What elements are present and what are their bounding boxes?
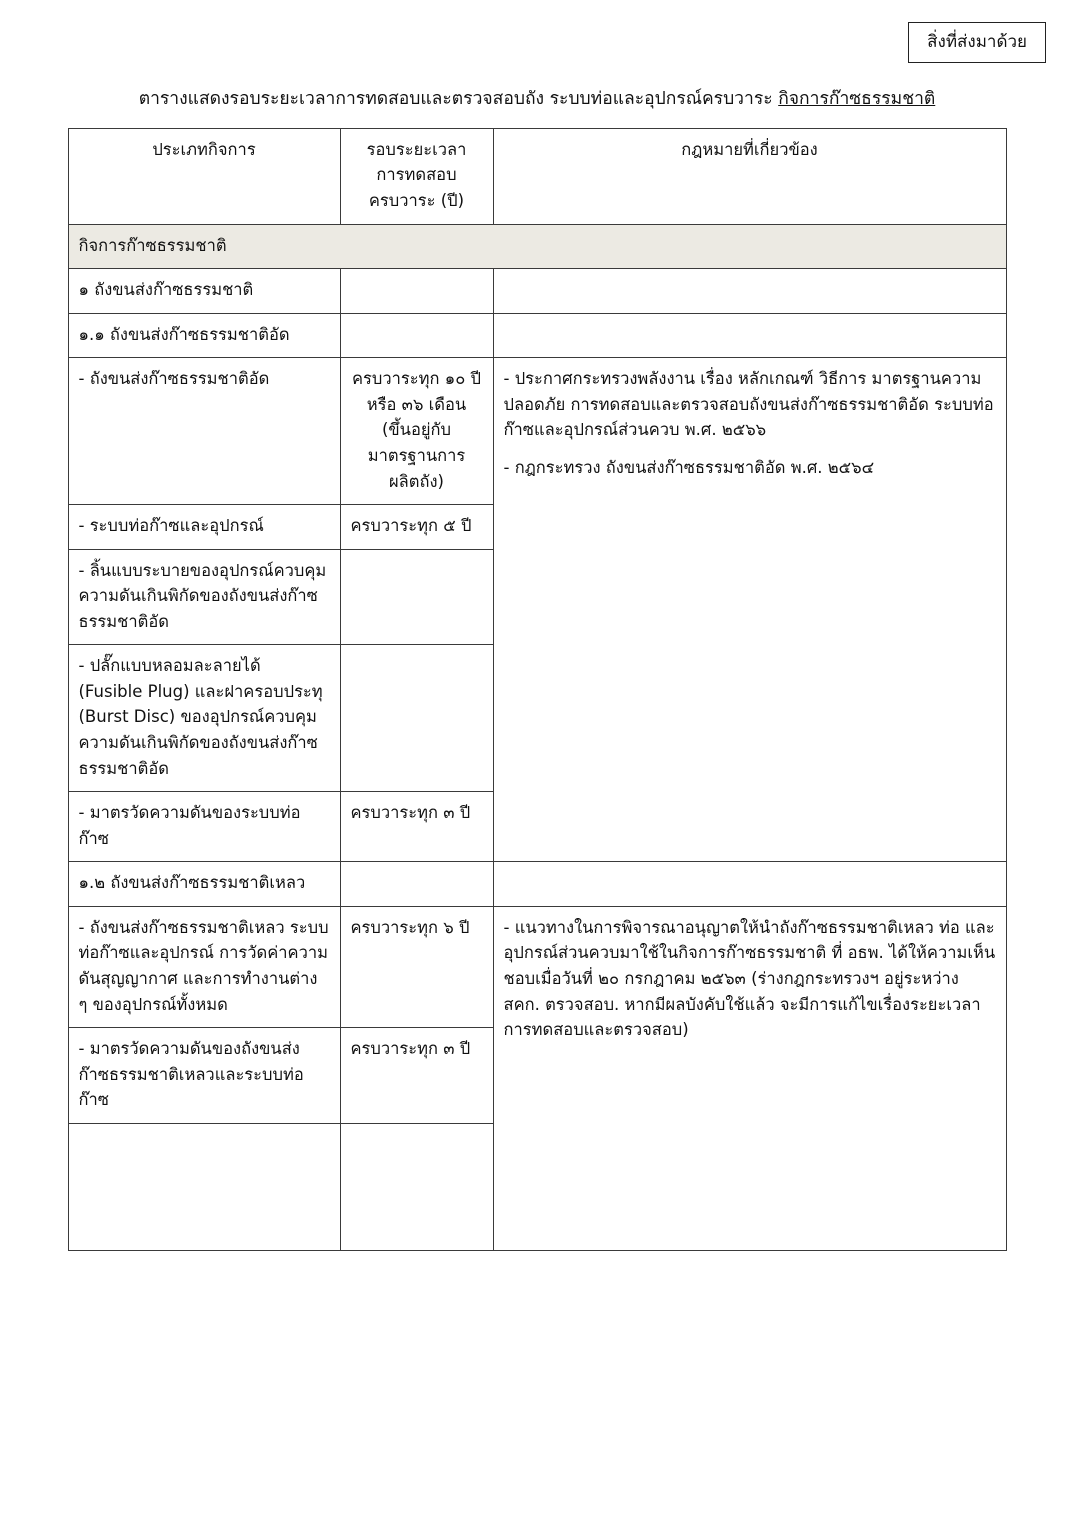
row-cycle <box>340 358 493 505</box>
table-row <box>68 862 1006 907</box>
page-title-underlined: กิจการก๊าซธรรมชาติ <box>778 89 936 110</box>
attachment-label: สิ่งที่ส่งมาด้วย <box>908 22 1046 63</box>
column-header-test-cycle-line1: รอบระยะเวลา <box>366 139 467 159</box>
column-header-test-cycle-line2: การทดสอบ <box>376 165 457 185</box>
row-label: - มาตรวัดความดันของระบบท่อก๊าซ <box>68 792 340 862</box>
row-law: - แนวทางในการพิจารณาอนุญาตให้นำถังก๊าซธรรมชาติเหลว ท่อ และอุปกรณ์ส่วนควบมาใช้ในกิจการก๊าซธรรมชาติ ที่ อธพ. ได้ให้ความเห็นชอบเมื่อวันที่ ๒๐ กรกฎาคม ๒๕๖๓ (ร่างกฎกระทรวงฯ อยู่ระหว่าง สคก. ตรวจสอบ. หากมีผลบังคับใช้แล้ว จะมีการแก้ไขเรื่องระยะเวลาการทดสอบและตรวจสอบ) <box>493 906 1006 1250</box>
column-header-test-cycle <box>340 128 493 224</box>
table-header <box>68 128 1006 224</box>
table-body <box>68 224 1006 1250</box>
column-header-business-type: ประเภทกิจการ <box>68 128 340 224</box>
row-cycle <box>340 269 493 314</box>
row-label: - ลิ้นแบบระบายของอุปกรณ์ควบคุมความดันเกินพิกัดของถังขนส่งก๊าซธรรมชาติอัด <box>68 549 340 645</box>
row-law <box>493 862 1006 907</box>
row-cycle-line1: ครบวาระทุก ๑๐ ปี <box>351 369 481 389</box>
attachment-box-container <box>0 0 1074 63</box>
row-cycle <box>340 645 493 792</box>
spacer-cell-middle <box>340 1123 493 1250</box>
row-cycle: ครบวาระทุก ๓ ปี <box>340 792 493 862</box>
inspection-schedule-table <box>68 128 1007 1251</box>
row-label: ๑.๑ ถังขนส่งก๊าซธรรมชาติอัด <box>68 313 340 358</box>
row-label: ๑.๒ ถังขนส่งก๊าซธรรมชาติเหลว <box>68 862 340 907</box>
row-cycle-line2: หรือ ๓๖ เดือน <box>366 394 467 414</box>
section-label-natural-gas: กิจการก๊าซธรรมชาติ <box>68 224 1006 269</box>
row-cycle: ครบวาระทุก ๖ ปี <box>340 906 493 1027</box>
law-text-cng: - ประกาศกระทรวงพลังงาน เรื่อง หลักเกณฑ์ วิธีการ มาตรฐานความปลอดภัย การทดสอบและตรวจสอบถังขนส่งก๊าซธรรมชาติอัด ระบบท่อก๊าซและอุปกรณ์ส่วนควบ พ.ศ. ๒๕๖๖ <box>503 369 994 440</box>
row-label: - ระบบท่อก๊าซและอุปกรณ์ <box>68 505 340 550</box>
table-header-row <box>68 128 1006 224</box>
table-row <box>68 269 1006 314</box>
page-title <box>0 87 1074 112</box>
row-cycle: ครบวาระทุก ๓ ปี <box>340 1028 493 1124</box>
column-header-test-cycle-line3: ครบวาระ (ปี) <box>368 191 465 211</box>
row-law <box>493 358 1006 862</box>
table-section-row <box>68 224 1006 269</box>
column-header-related-law: กฎหมายที่เกี่ยวข้อง <box>493 128 1006 224</box>
row-law <box>493 269 1006 314</box>
row-cycle: ครบวาระทุก ๕ ปี <box>340 505 493 550</box>
row-cycle <box>340 549 493 645</box>
row-cycle-line5: ผลิตถัง) <box>389 471 444 491</box>
table-row <box>68 313 1006 358</box>
table-row <box>68 906 1006 1027</box>
row-cycle <box>340 862 493 907</box>
spacer-cell-left <box>68 1123 340 1250</box>
row-label: - มาตรวัดความดันของถังขนส่งก๊าซธรรมชาติเหลวและระบบท่อก๊าซ <box>68 1028 340 1124</box>
law-text-spacer <box>504 443 996 455</box>
row-label: ๑ ถังขนส่งก๊าซธรรมชาติ <box>68 269 340 314</box>
row-cycle-line3: (ขึ้นอยู่กับ <box>381 420 452 440</box>
row-cycle-line4: มาตรฐานการ <box>367 445 466 465</box>
row-label: - ถังขนส่งก๊าซธรรมชาติอัด <box>68 358 340 505</box>
row-label: - ถังขนส่งก๊าซธรรมชาติเหลว ระบบท่อก๊าซและอุปกรณ์ การวัดค่าความดันสุญญากาศ และการทำงานต่าง ๆ ของอุปกรณ์ทั้งหมด <box>68 906 340 1027</box>
page-title-plain: ตารางแสดงรอบระยะเวลาการทดสอบและตรวจสอบถัง ระบบท่อและอุปกรณ์ครบวาระ <box>138 89 779 110</box>
row-label: - ปลั๊กแบบหลอมละลายได้ (Fusible Plug) และฝาครอบประทุ (Burst Disc) ของอุปกรณ์ควบคุมความดันเกินพิกัดของถังขนส่งก๊าซธรรมชาติอัด <box>68 645 340 792</box>
row-cycle <box>340 313 493 358</box>
row-law <box>493 313 1006 358</box>
table-row <box>68 358 1006 505</box>
law-text-ministerial-regulation: - กฎกระทรวง ถังขนส่งก๊าซธรรมชาติอัด พ.ศ. ๒๕๖๔ <box>503 457 875 477</box>
